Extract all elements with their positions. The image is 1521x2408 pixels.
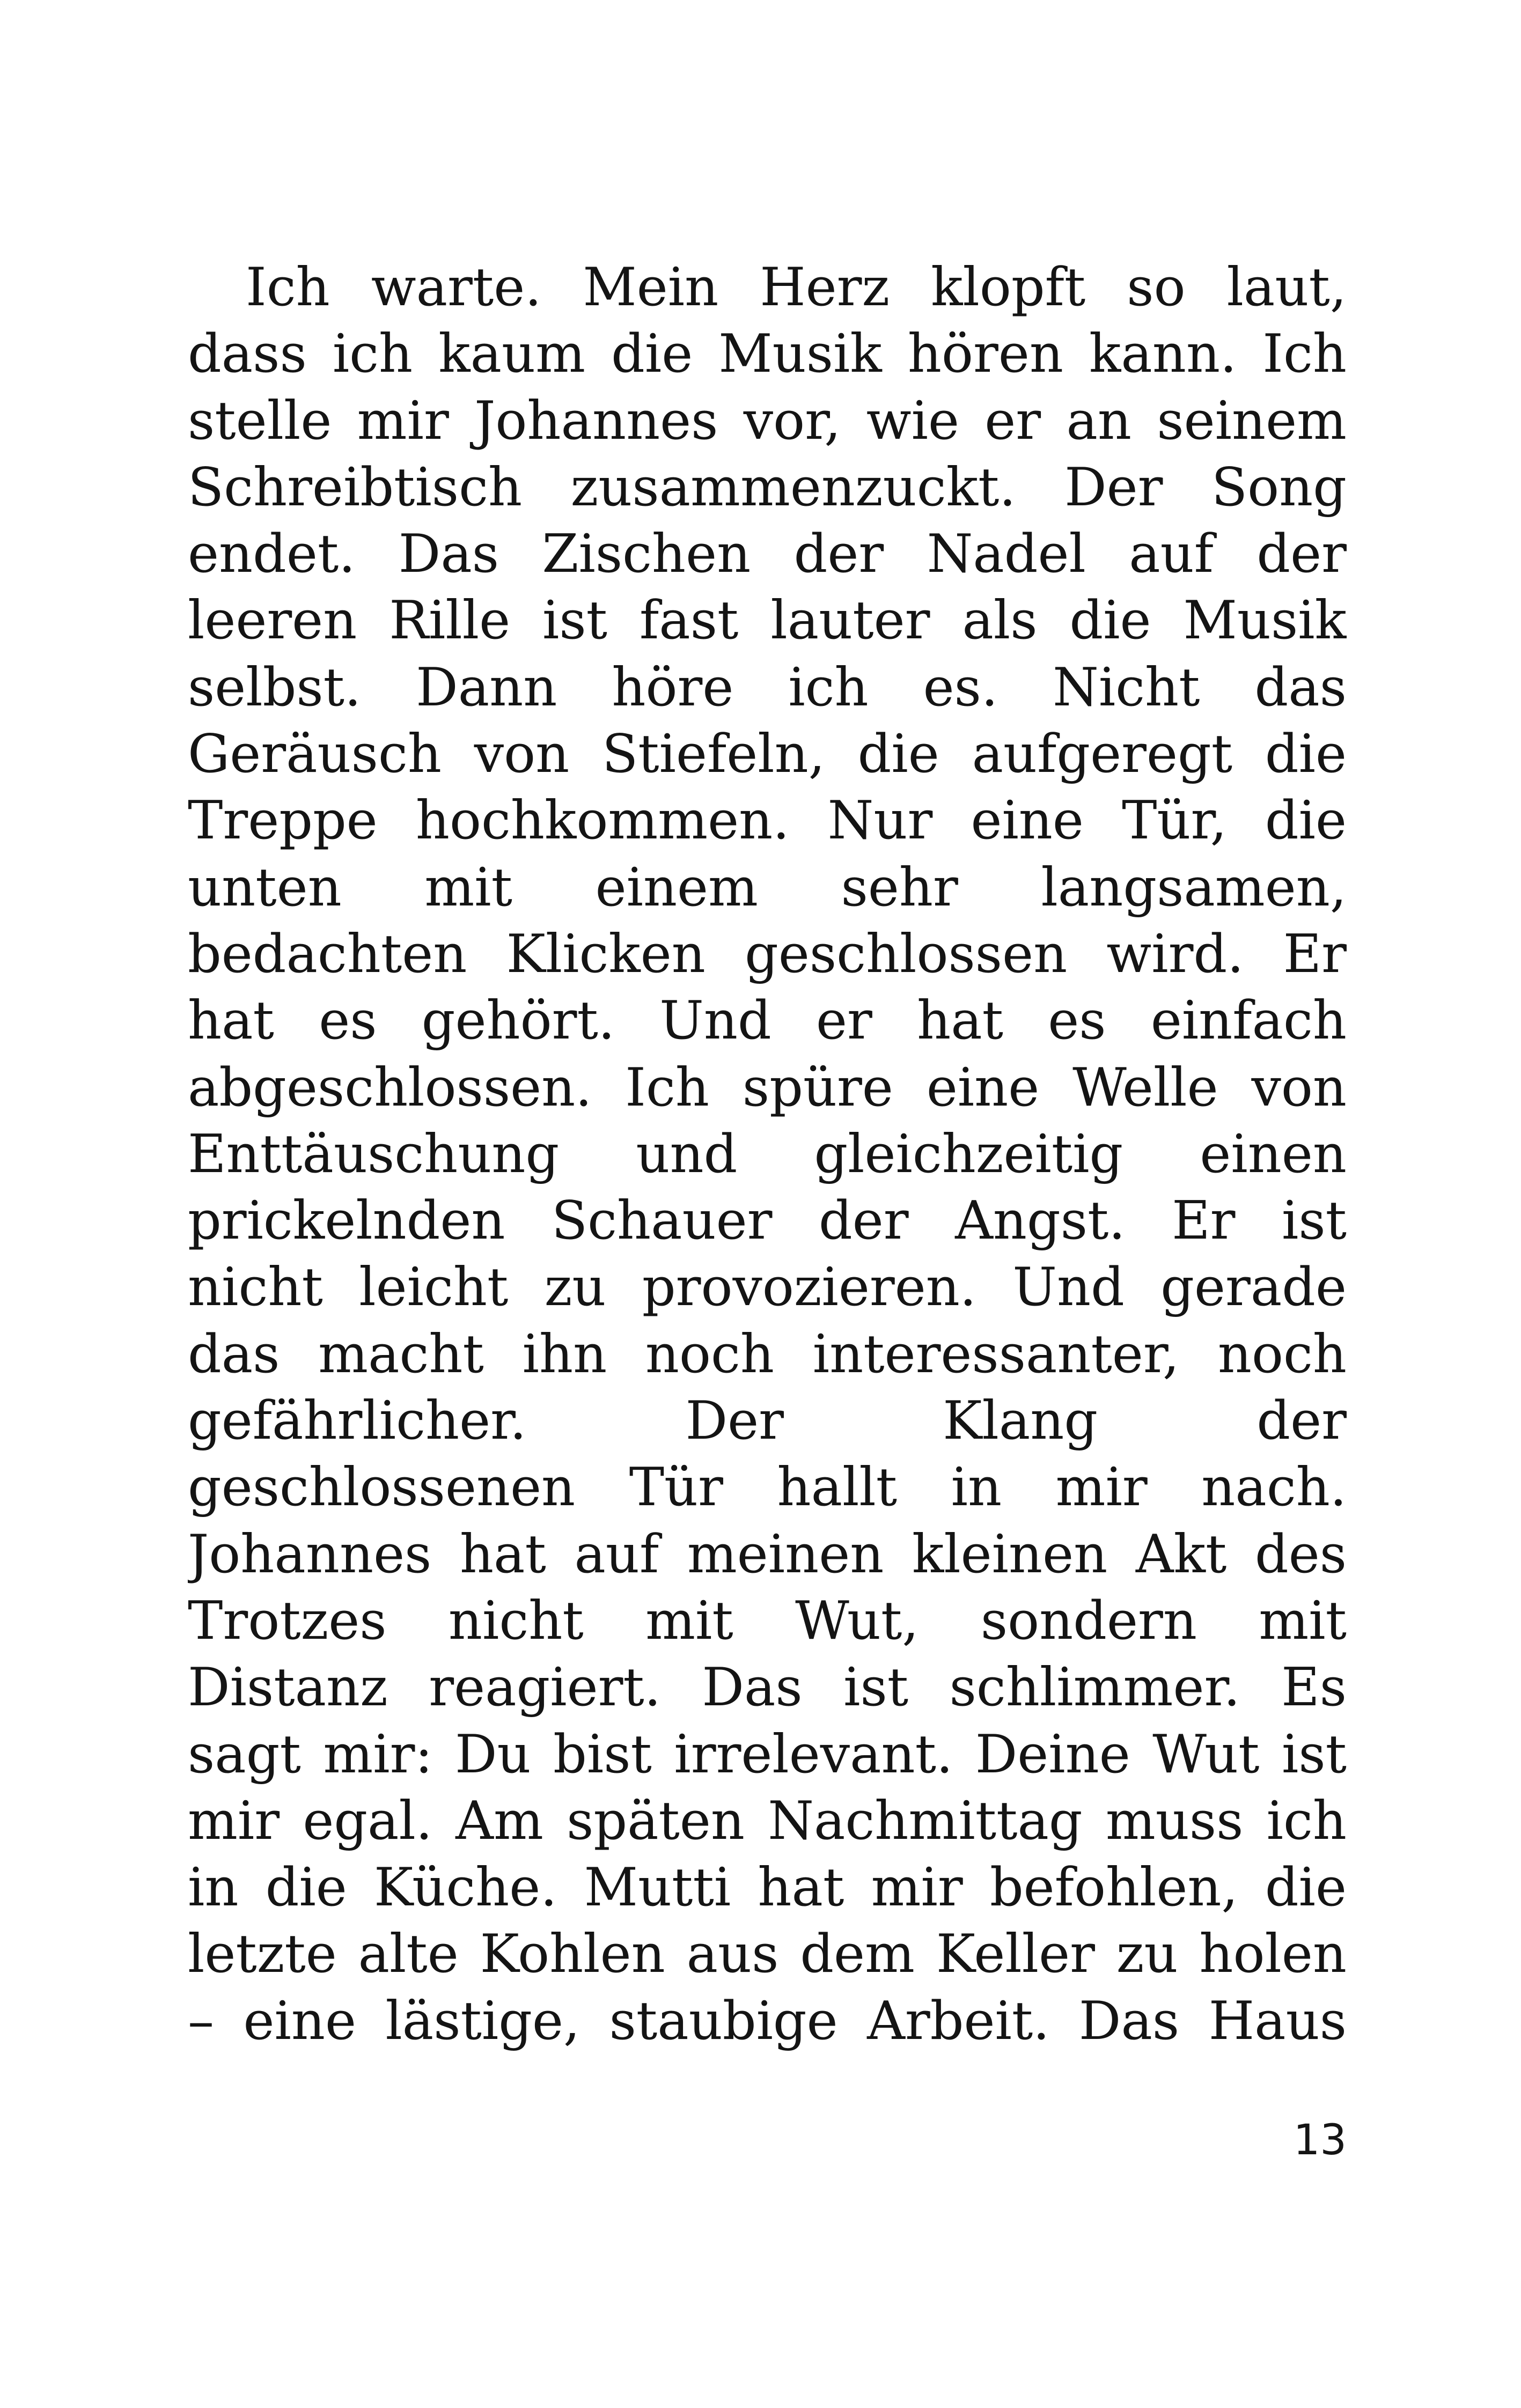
text-line: sagt mir: Du bist irrelevant. Deine Wut ist <box>188 1724 1347 1785</box>
text-line: letzte alte Kohlen aus dem Keller zu holen <box>188 1924 1347 1985</box>
text-line: Schreibtisch zusammenzuckt. Der Song <box>188 456 1347 518</box>
text-line: Enttäuschung und gleichzeitig einen <box>188 1123 1347 1185</box>
page-number: 13 <box>1293 2116 1347 2164</box>
text-line: bedachten Klicken geschlossen wird. Er <box>188 923 1347 985</box>
body-text <box>188 254 1347 2054</box>
text-line: in die Küche. Mutti hat mir befohlen, die <box>188 1857 1347 1919</box>
text-line: das macht ihn noch interessanter, noch <box>188 1323 1347 1385</box>
text-line: hat es gehört. Und er hat es einfach <box>188 990 1347 1052</box>
text-line: Ich warte. Mein Herz klopft so laut, <box>246 257 1347 318</box>
text-line: unten mit einem sehr langsamen, <box>188 857 1347 918</box>
text-line: Johannes hat auf meinen kleinen Akt des <box>188 1523 1347 1585</box>
text-line: Treppe hochkommen. Nur eine Tür, die <box>188 790 1347 852</box>
text-line: Trotzes nicht mit Wut, sondern mit <box>188 1590 1347 1652</box>
text-line: abgeschlossen. Ich spüre eine Welle von <box>188 1057 1347 1118</box>
text-line: mir egal. Am späten Nachmittag muss ich <box>188 1790 1347 1852</box>
text-line: – eine lästige, staubige Arbeit. Das Haus <box>188 1990 1347 2052</box>
text-line: dass ich kaum die Musik hören kann. Ich <box>188 323 1347 385</box>
text-line: nicht leicht zu provozieren. Und gerade <box>188 1257 1347 1319</box>
text-line: gefährlicher. Der Klang der <box>188 1390 1347 1452</box>
text-line: selbst. Dann höre ich es. Nicht das <box>188 657 1347 718</box>
text-line: prickelnden Schauer der Angst. Er ist <box>188 1190 1347 1252</box>
text-line: leeren Rille ist fast lauter als die Musik <box>188 590 1347 652</box>
text-line: geschlossenen Tür hallt in mir nach. <box>188 1457 1347 1519</box>
text-line: Geräusch von Stiefeln, die aufgeregt die <box>188 724 1347 785</box>
text-line: endet. Das Zischen der Nadel auf der <box>188 524 1347 585</box>
text-line: stelle mir Johannes vor, wie er an seinem <box>188 390 1347 452</box>
text-line: Distanz reagiert. Das ist schlimmer. Es <box>188 1657 1347 1719</box>
